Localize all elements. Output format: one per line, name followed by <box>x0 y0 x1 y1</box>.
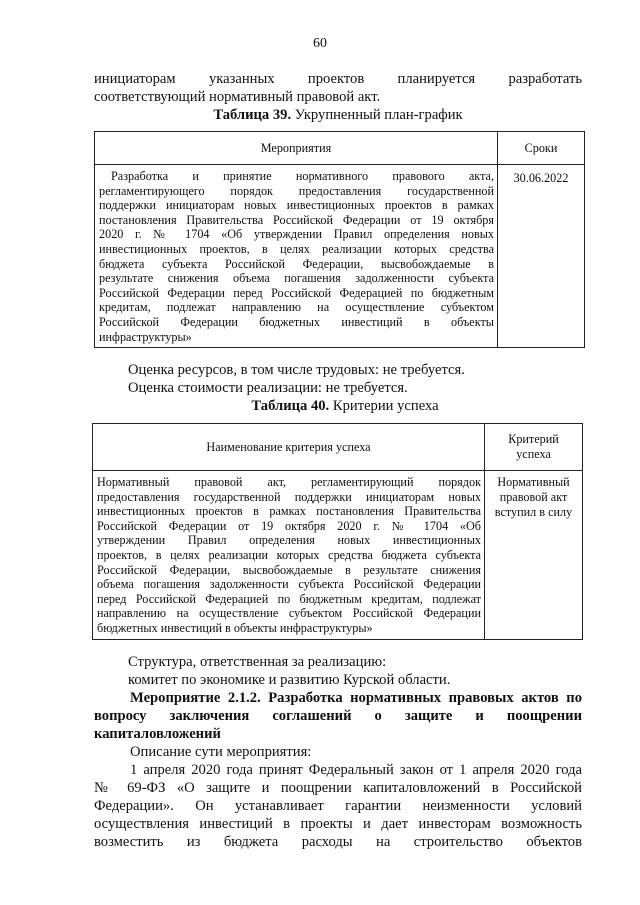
activity-title-line: Мероприятие 2.1.2. Разработка нормативных правовых актов по <box>130 690 582 706</box>
table40-criterion-text <box>93 471 484 639</box>
table39-caption <box>94 106 582 124</box>
table40-criterion-value <box>485 471 582 526</box>
table39-text-line: инвестиционных проектов, в целях реализации которых средства <box>99 241 494 256</box>
table39-text-line: Российской Федерации перед Российской Федерацией по бюджетным <box>99 285 494 300</box>
description-line: возместить из бюджета расходы на строительство объектов <box>94 834 582 850</box>
table39-deadline-cell <box>498 165 585 348</box>
intro-line: инициаторам указанных проектов планируется разработать <box>94 71 582 87</box>
table40-text-line: направлению на осуществление субъектом Российской Федерации <box>97 606 481 621</box>
table39-text-line: результате снижения объема погашения задолженности субъекта <box>99 271 494 286</box>
assessment-cost: Оценка стоимости реализации: не требуется. <box>128 380 408 396</box>
table40-text-line: объема погашения задолженности субъекта Российской Федерации <box>97 577 481 592</box>
table40-header-criterion-line: успеха <box>516 447 551 461</box>
description-body <box>94 761 582 851</box>
activity-title-line: капиталовложений <box>94 726 221 742</box>
criterion-line: правовой акт <box>499 490 568 504</box>
table40-criterion-cell <box>485 471 583 640</box>
table39-text-line: бюджета субъекта Российской Федерации, высвобождаемые в <box>99 256 494 271</box>
table40-text-line: перед Российской Федерацией по бюджетным кредитам, подлежат <box>97 591 481 606</box>
table39-text-line: 2020 г. № 1704 «Об утверждении Правил определения новых <box>99 227 494 242</box>
table40-text-line: предоставления государственной поддержки инициаторам новых <box>97 489 481 504</box>
table39-deadline: 30.06.2022 <box>513 171 569 185</box>
table40-caption <box>160 397 530 415</box>
description-line: № 69-ФЗ «О защите и поощрении капиталовложений в Российской <box>94 780 582 796</box>
table40-text-line: Российской Федерации от 19 октября 2020 г. № 1704 «Об <box>97 518 481 533</box>
description-label: Описание сути мероприятия: <box>130 744 312 760</box>
assessment-resources: Оценка ресурсов, в том числе трудовых: не требуется. <box>128 362 465 378</box>
criterion-line: Нормативный <box>497 475 570 489</box>
responsible-value: комитет по экономике и развитию Курской области. <box>128 672 451 688</box>
table40-header-criterion-line: Критерий <box>508 432 559 446</box>
intro-line: соответствующий нормативный правовой акт. <box>94 89 381 105</box>
table40-criterion-name-cell <box>93 471 485 640</box>
description-line: Федерации». Он устанавливает гарантии неизменности условий <box>94 798 582 814</box>
table-40 <box>92 423 583 640</box>
page-number: 60 <box>313 36 327 51</box>
table40-text-line: утверждении Правил определения новых инвестиционных <box>97 533 481 548</box>
description-line: 1 апреля 2020 года принят Федеральный закон от 1 апреля 2020 года <box>130 762 582 778</box>
table39-header-activities: Мероприятия <box>95 132 498 165</box>
responsible-label: Структура, ответственная за реализацию: <box>128 654 387 670</box>
table40-header-criterion-name: Наименование критерия успеха <box>93 424 485 471</box>
activity-title-line: вопросу заключения соглашений о защите и поощрении <box>94 708 582 724</box>
table39-text-line: инфраструктуры» <box>99 329 192 344</box>
table39-text-line: регламентирующего порядок предоставления государственной <box>99 183 494 198</box>
table39-text-line: постановления Правительства Российской Федерации от 19 октября <box>99 212 494 227</box>
intro-paragraph <box>94 70 582 106</box>
table39-activity-text <box>95 165 497 347</box>
description-line: осуществления инвестиций в проекты и дает инвесторам возможность <box>94 816 582 832</box>
table39-text-line: кредитам, подлежат направлению на осуществление субъектом <box>99 300 494 315</box>
table-39 <box>94 131 585 348</box>
table39-text-line: Разработка и принятие нормативного правового акта, <box>111 169 494 183</box>
responsible <box>128 653 588 689</box>
table40-text-line: проектов, в целях реализации которых средства бюджета субъекта <box>97 547 481 562</box>
table39-activity-cell <box>95 165 498 348</box>
table40-text-line: инвестиционных проектов в рамках постановления Правительства <box>97 504 481 519</box>
table39-caption-number: Таблица 39. <box>213 107 292 123</box>
table40-text-line: бюджетных инвестиций в объекты инфраструктуры» <box>97 620 373 635</box>
table39-text-line: поддержки инициаторам новых инвестиционных проектов в рамках <box>99 198 494 213</box>
assessment <box>128 361 588 397</box>
table39-text-line: Российской Федерации бюджетных инвестиций в объекты <box>99 314 494 329</box>
table39-caption-title: Укрупненный план-график <box>291 107 463 123</box>
description <box>94 743 582 851</box>
table40-caption-title: Критерии успеха <box>329 398 439 414</box>
table40-text-line: Нормативный правовой акт, регламентирующий порядок <box>97 475 481 489</box>
activity-heading <box>94 689 582 743</box>
table40-caption-number: Таблица 40. <box>251 398 330 414</box>
table40-header-criterion <box>485 424 583 471</box>
table40-text-line: Российской Федерации, высвобождаемые в результате снижения <box>97 562 481 577</box>
table39-header-deadline: Сроки <box>498 132 585 165</box>
criterion-line: вступил в силу <box>494 505 573 519</box>
